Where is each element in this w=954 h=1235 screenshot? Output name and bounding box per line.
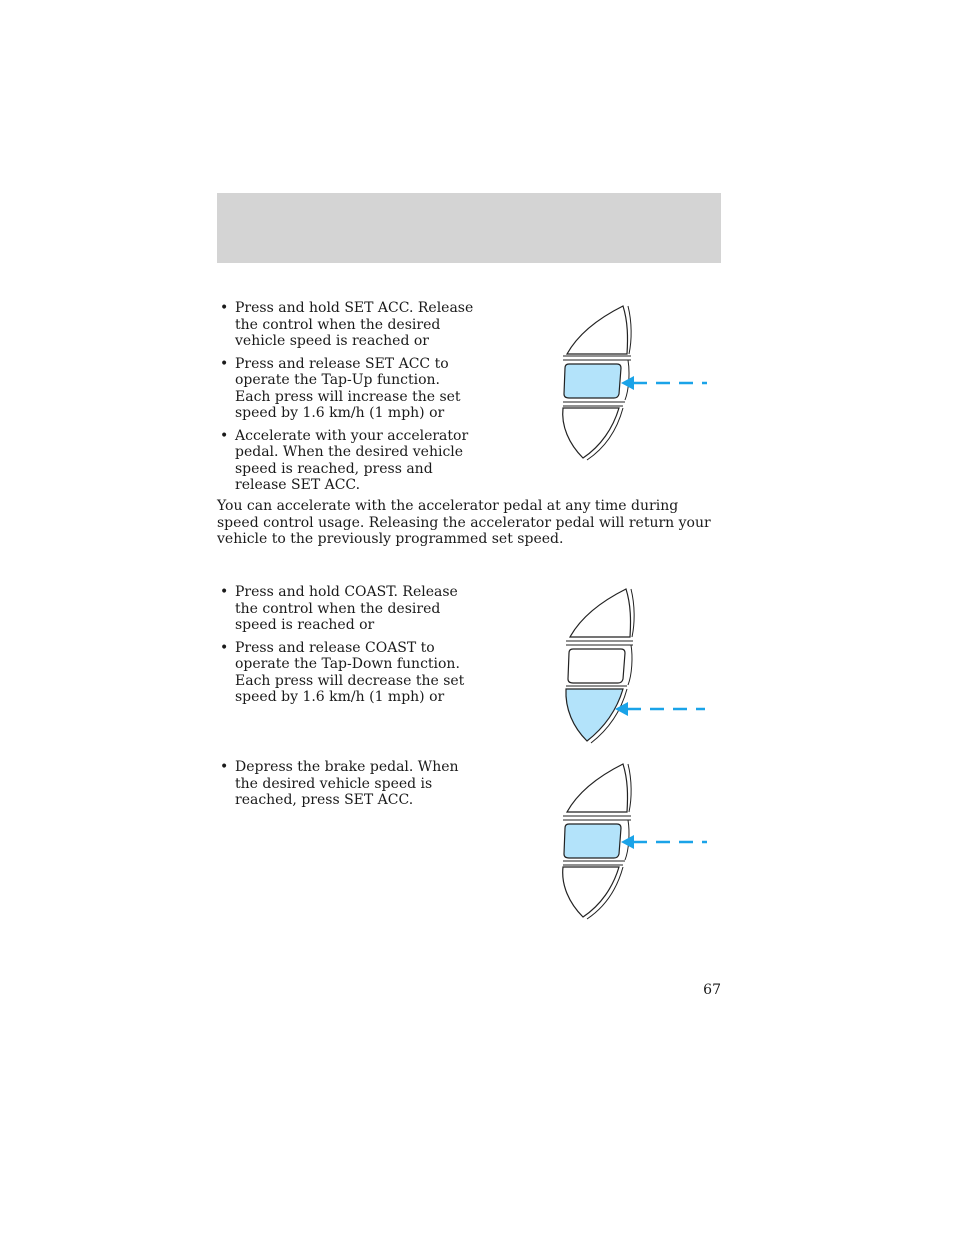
- bottom-button-shape: [563, 408, 619, 458]
- list-item: • Press and hold COAST. Release the control when the desired speed is reached or: [217, 584, 467, 634]
- speed-control-figure-2: [555, 583, 715, 748]
- set-acc-button-highlighted: [564, 364, 621, 398]
- bezel-edge: [628, 306, 631, 354]
- arrow-icon: [621, 835, 634, 849]
- bullet-list-coast: [217, 584, 467, 712]
- list-item: • Press and release SET ACC to operate the Tap-Up function. Each press will increase the set speed by 1.6 km/h (1 mph) or: [217, 356, 479, 422]
- speed-control-figure-1: [555, 300, 715, 465]
- bezel-edge: [628, 764, 631, 812]
- arrow-icon: [621, 376, 634, 390]
- coast-button-highlighted: [566, 689, 623, 741]
- bullet-list-set-acc: [217, 300, 479, 500]
- top-button-shape: [567, 306, 628, 354]
- top-button-shape: [567, 764, 628, 812]
- list-item: • Press and release COAST to operate the Tap-Down function. Each press will decrease the set speed by 1.6 km/h (1 mph) or: [217, 640, 467, 706]
- speed-control-figure-3: [555, 758, 715, 923]
- bullet-list-brake: [217, 759, 467, 815]
- bezel-edge: [628, 645, 632, 685]
- set-acc-button: [568, 649, 625, 683]
- list-item: • Accelerate with your accelerator pedal. When the desired vehicle speed is reached, press and release SET ACC.: [217, 428, 479, 494]
- bottom-button-shape: [563, 867, 619, 917]
- list-item: • Depress the brake pedal. When the desired vehicle speed is reached, press SET ACC.: [217, 759, 467, 809]
- page-number: 67: [703, 982, 721, 998]
- set-acc-button-highlighted: [564, 824, 621, 858]
- list-item: • Press and hold SET ACC. Release the control when the desired vehicle speed is reached or: [217, 300, 479, 350]
- body-paragraph: You can accelerate with the accelerator pedal at any time during speed control usage. Releasing the accelerator pedal will return your vehicle to the previously programmed set speed.: [217, 498, 711, 547]
- bezel-edge: [631, 589, 634, 637]
- top-button-shape: [570, 589, 631, 637]
- section-header-band: [217, 193, 721, 263]
